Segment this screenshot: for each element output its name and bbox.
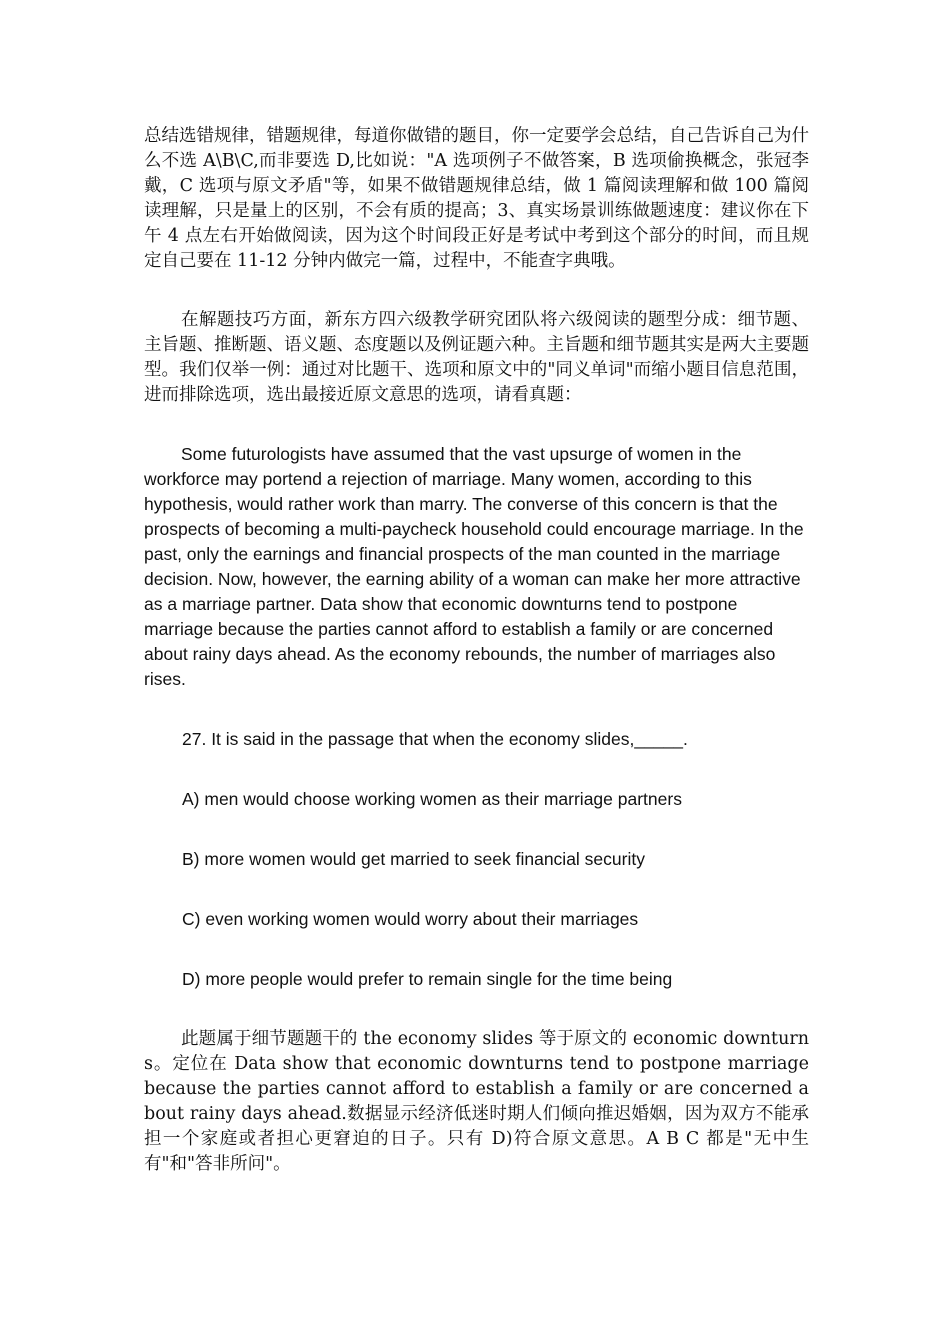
paragraph-spacer (144, 408, 809, 442)
paragraph-spacer (144, 752, 809, 787)
paragraph-spacer (144, 992, 809, 1027)
option-d: D) more people would prefer to remain single for the time being (182, 969, 673, 989)
paragraph-spacer (144, 932, 809, 967)
question-types-paragraph: 在解题技巧方面，新东方四六级教学研究团队将六级阅读的题型分成：细节题、主旨题、推断题、语义题、态度题以及例证题六种。主旨题和细节题其实是两大主要题型。我们仅举一例：通过对比题干、选项和原文中的"同义单词"而缩小题目信息范围，进而排除选项，选出最接近原文意思的选项，请看真题： (144, 310, 809, 405)
study-tips-paragraph: 总结选错规律，错题规律，每道你做错的题目，你一定要学会总结，自己告诉自己为什么不选 A\B\C,而非要选 D,比如说："A 选项例子不做答案，B 选项偷换概念，张冠李戴，C 选项与原文矛盾"等，如果不做错题规律总结，做 1 篇阅读理解和做 100 篇阅读理解，只是量上的区别，不会有质的提高；3、真实场景训练做题速度：建议你在下午 4 点左右开始做阅读，因为这个时间段正好是考试中考到这个部分的时间，而且规定自己要在 11-12 分钟内做完一篇，过程中，不能查字典哦。 (144, 126, 809, 271)
reading-passage: Some futurologists have assumed that the vast upsurge of women in the workforce may portend a rejection of marriage. Many women, according to this hypothesis, would rather work than marry. The converse of this concern is that the prospects of becoming a multi-paycheck household could encourage marriage. In the past, only the earnings and financial prospects of the man counted in the marriage decision. Now, however, the earning ability of a woman can make her more attractive as a marriage partner. Data show that economic downturns tend to postpone marriage because the parties cannot afford to establish a family or are concerned about rainy days ahead. As the economy rebounds, the number of marriages also rises. (144, 444, 804, 689)
paragraph-spacer (144, 812, 809, 847)
paragraph-spacer (144, 274, 809, 308)
option-b: B) more women would get married to seek financial security (182, 849, 645, 869)
document-page (144, 124, 809, 1177)
answer-analysis: 此题属于细节题题干的 the economy slides 等于原文的 economic downturns。定位在 Data show that economic downturns tend to postpone marriage because the parties cannot afford to establish a family or are concerned about rainy days ahead.数据显示经济低迷时期人们倾向推迟婚姻，因为双方不能承担一个家庭或者担心更窘迫的日子。只有 D)符合原文意思。A B C 都是"无中生有"和"答非所问"。 (144, 1029, 809, 1174)
option-a: A) men would choose working women as their marriage partners (182, 789, 682, 809)
question-stem: 27. It is said in the passage that when the economy slides,_____. (182, 729, 688, 749)
paragraph-spacer (144, 692, 809, 727)
option-c: C) even working women would worry about their marriages (182, 909, 639, 929)
paragraph-spacer (144, 872, 809, 907)
